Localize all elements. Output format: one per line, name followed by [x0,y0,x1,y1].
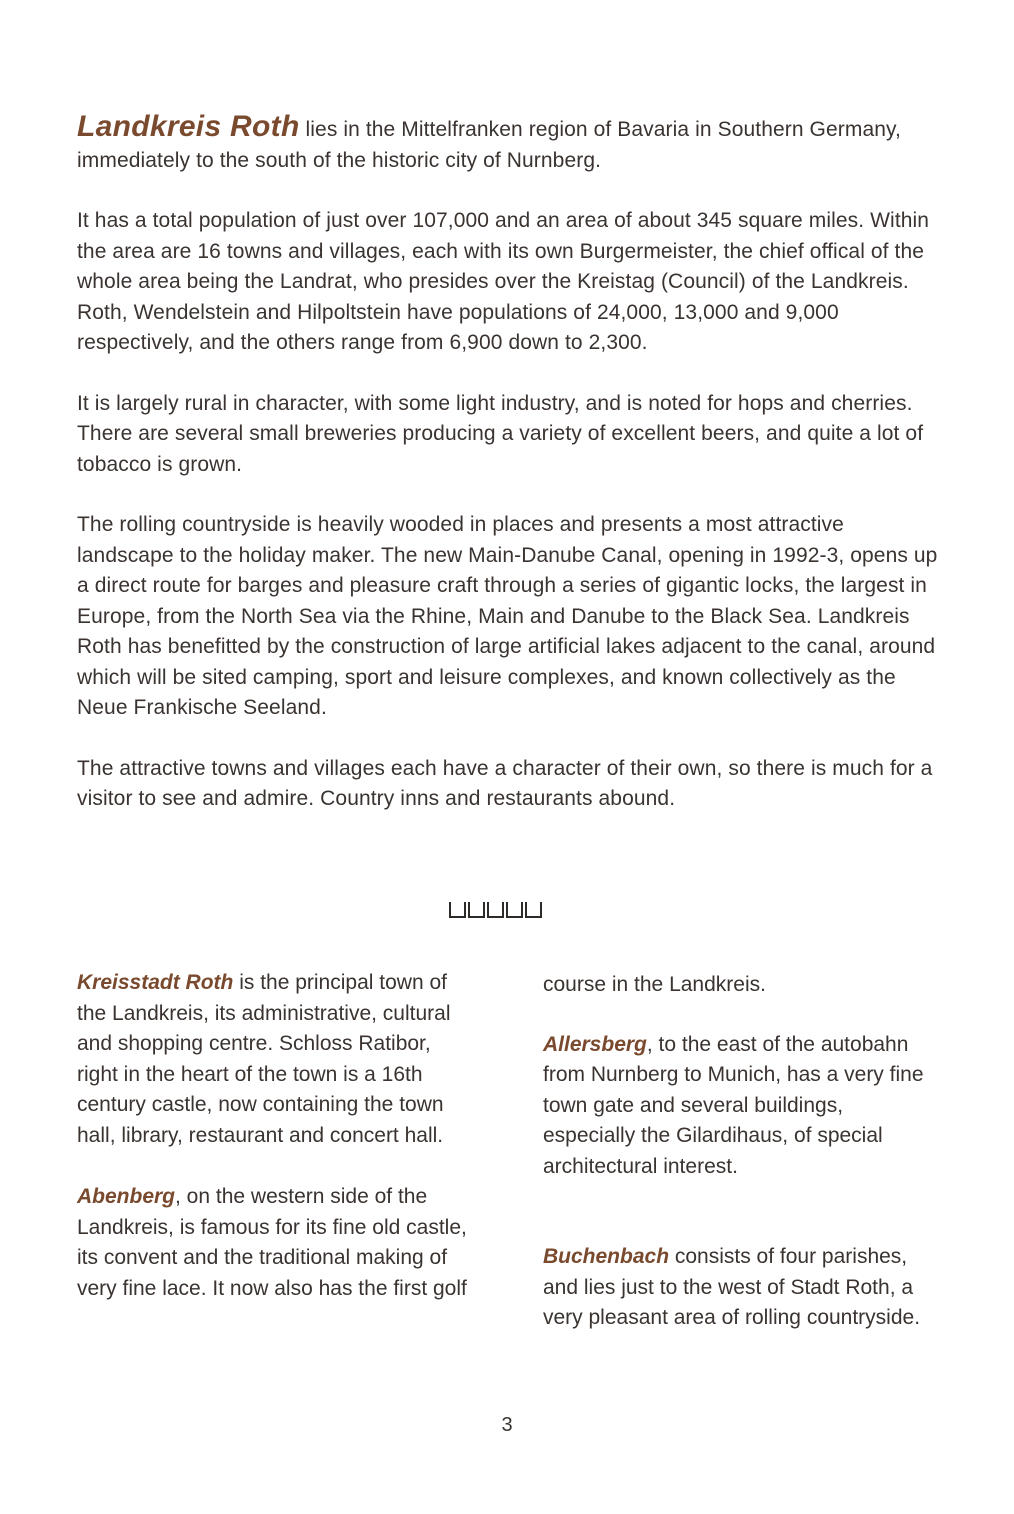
abenberg-paragraph [77,1182,472,1304]
buchenbach-text: consists of four parishes, and lies just to the west of Stadt Roth, a very pleasant area of rolling countryside. [543,1245,921,1329]
ornament-box-icon [506,902,523,918]
place-name-abenberg: Abenberg [77,1185,176,1208]
kreisstadt-roth-text: is the principal town of the Landkreis, its administrative, cultural and shopping centre. Schloss Ratibor, right in the heart of the town is a 16th century castle, now containing the town hall, library, restaurant and concert hall. [77,971,451,1147]
place-name-allersberg: Allersberg [543,1032,647,1056]
section-divider-ornament [449,902,542,918]
place-name-buchenbach: Buchenbach [543,1245,670,1268]
right-column [543,970,933,1334]
buchenbach-paragraph [543,1242,933,1334]
abenberg-text: , on the western side of the Landkreis, is famous for its fine old castle, its convent and the traditional making of very fine lace. It now also has the first golf [77,1185,467,1300]
intro-paragraph-3: It is largely rural in character, with some light industry, and is noted for hops and cherries. There are several small breweries producing a variety of excellent beers, and quite a lot of tobacco is grown. [77,391,924,476]
ornament-box-icon [468,902,485,918]
ornament-box-icon [487,902,504,918]
intro-section [77,112,939,845]
intro-paragraph-2: It has a total population of just over 107,000 and an area of about 345 square miles. Within the area are 16 towns and villages, each with its own Burgermeister, the chief offical of the whole area being the Landrat, who presides over the Kreistag (Council) of the Landkreis. Roth, Wendelstein and Hilpoltstein have populations of 24,000, 13,000 and 9,000 respectively, and the others range from 6,900 down to 2,300. [77,209,930,354]
left-column [77,968,472,1304]
intro-paragraph-5: The attractive towns and villages each have a character of their own, so there is much for a visitor to see and admire. Country inns and restaurants abound. [77,756,933,810]
intro-paragraph-1-text: lies in the Mittelfranken region of Bavaria in Southern Germany, immediately to the south of the historic city of Nurnberg. [77,118,901,172]
intro-paragraph-4: The rolling countryside is heavily wooded in places and presents a most attractive landscape to the holiday maker. The new Main-Danube Canal, opening in 1992-3, opens up a direct route for barges and pleasure craft through a series of gigantic locks, the largest in Europe, from the North Sea via the Rhine, Main and Danube to the Black Sea. Landkreis Roth has benefitted by the construction of large artificial lakes adjacent to the canal, around which will be sited camping, sport and leisure complexes, and known collectively as the Neue Frankische Seeland. [77,513,938,719]
ornament-box-icon [525,902,542,918]
intro-paragraph-1 [77,112,939,176]
allersberg-text: , to the east of the autobahn from Nurnberg to Munich, has a very fine town gate and several buildings, especially the Gilardihaus, of special architectural interest. [543,1032,924,1178]
place-name-kreisstadt-roth: Kreisstadt Roth [77,971,234,994]
kreisstadt-roth-paragraph [77,968,472,1151]
ornament-box-icon [449,902,466,918]
allersberg-paragraph [543,1030,933,1183]
lead-title: Landkreis Roth [77,110,300,143]
golf-continuation: course in the Landkreis. [543,973,766,996]
page-number: 3 [501,1414,513,1436]
